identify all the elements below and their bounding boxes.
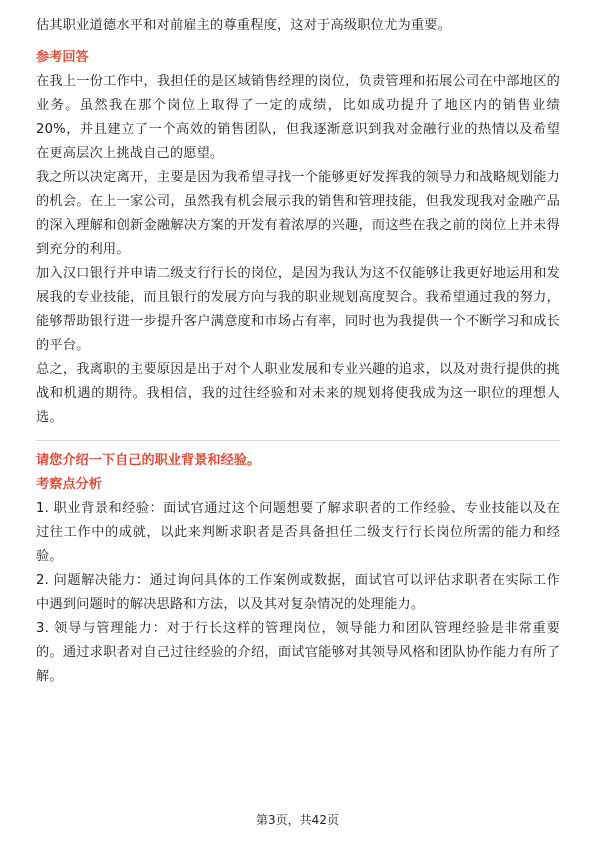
analysis-heading: 考察点分析 — [36, 477, 102, 492]
intro-paragraph: 估其职业道德水平和对前雇主的尊重程度，这对于高级职位尤为重要。 — [36, 18, 452, 33]
section-divider — [36, 440, 560, 441]
answer-paragraph: 我之所以决定离开，主要是因为我希望寻找一个能够更好发挥我的领导力和战略规划能力的机会。在上一家公司，虽然我有机会展示我的销售和管理技能，但我发现我对金融产品的深入理解和创新金融解决方案的开发有着浓厚的兴趣，而这些在我之前的岗位上并未得到充分的利用。 — [36, 170, 560, 257]
page-number: 第3页，共42页 — [256, 813, 339, 827]
answer-paragraph: 总之，我离职的主要原因是出于对个人职业发展和专业兴趣的追求，以及对贵行提供的挑战和机遇的期待。我相信，我的过往经验和对未来的规划将使我成为这一职位的理想人选。 — [36, 362, 560, 425]
answer-paragraph: 在我上一份工作中，我担任的是区域销售经理的岗位，负责管理和拓展公司在中部地区的业务。虽然我在那个岗位上取得了一定的成绩，比如成功提升了地区内的销售业绩20%，并且建立了一个高效的销售团队，但我逐渐意识到我对金融行业的热情以及希望在更高层次上挑战自己的愿望。 — [36, 74, 560, 161]
answer-paragraph: 加入汉口银行并申请二级支行行长的岗位，是因为我认为这不仅能够让我更好地运用和发展我的专业技能，而且银行的发展方向与我的职业规划高度契合。我希望通过我的努力，能够帮助银行进一步提升客户满意度和市场占有率，同时也为我提供一个不断学习和成长的平台。 — [36, 266, 560, 353]
answer-heading: 参考回答 — [36, 50, 89, 65]
spacer — [36, 38, 560, 46]
analysis-item: 2. 问题解决能力：通过询问具体的工作案例或数据，面试官可以评估求职者在实际工作中遇到问题时的解决思路和方法，以及其对复杂情况的处理能力。 — [36, 573, 560, 612]
document-page — [36, 14, 560, 689]
analysis-item: 1. 职业背景和经验：面试官通过这个问题想要了解求职者的工作经验、专业技能以及在过往工作中的成就，以此来判断求职者是否具备担任二级支行行长岗位所需的能力和经验。 — [36, 501, 560, 564]
question-heading: 请您介绍一下自己的职业背景和经验。 — [36, 453, 261, 468]
analysis-item: 3. 领导与管理能力：对于行长这样的管理岗位，领导能力和团队管理经验是非常重要的。通过求职者对自己过往经验的介绍，面试官能够对其领导风格和团队协作能力有所了解。 — [36, 621, 560, 684]
